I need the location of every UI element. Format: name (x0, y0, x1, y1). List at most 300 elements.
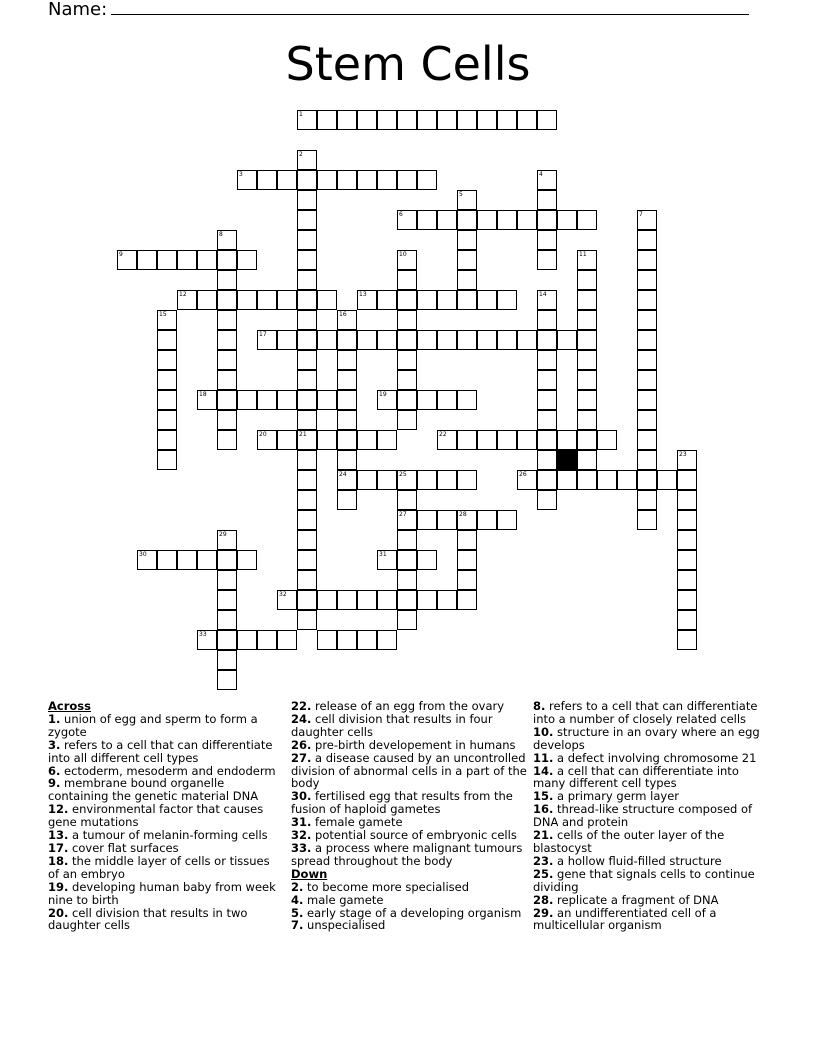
crossword-cell[interactable] (317, 590, 337, 610)
crossword-cell[interactable] (537, 470, 557, 490)
crossword-cell[interactable] (297, 510, 317, 530)
crossword-cell[interactable] (477, 290, 497, 310)
crossword-cell[interactable] (537, 290, 557, 310)
crossword-cell[interactable] (337, 410, 357, 430)
crossword-cell[interactable] (677, 470, 697, 490)
crossword-cell[interactable] (217, 310, 237, 330)
crossword-cell[interactable] (297, 470, 317, 490)
crossword-cell[interactable] (537, 390, 557, 410)
crossword-cell[interactable] (157, 550, 177, 570)
crossword-cell[interactable] (437, 210, 457, 230)
crossword-cell[interactable] (217, 570, 237, 590)
crossword-cell[interactable] (397, 250, 417, 270)
crossword-cell[interactable] (337, 590, 357, 610)
crossword-cell[interactable] (177, 290, 197, 310)
crossword-cell[interactable] (397, 570, 417, 590)
crossword-cell[interactable] (497, 110, 517, 130)
crossword-cell[interactable] (577, 290, 597, 310)
crossword-cell[interactable] (637, 270, 657, 290)
crossword-cell[interactable] (377, 630, 397, 650)
crossword-cell[interactable] (397, 610, 417, 630)
crossword-cell[interactable] (317, 330, 337, 350)
crossword-cell[interactable] (357, 590, 377, 610)
crossword-cell[interactable] (437, 470, 457, 490)
crossword-cell[interactable] (337, 630, 357, 650)
clue-item-text: the middle layer of cells or tissues of an embryo (48, 853, 270, 881)
crossword-cell[interactable] (477, 510, 497, 530)
crossword-cell[interactable] (157, 310, 177, 330)
clue-item-number: 22. (291, 699, 312, 713)
crossword-cell[interactable] (577, 310, 597, 330)
crossword-cell[interactable] (357, 170, 377, 190)
crossword-cell[interactable] (537, 410, 557, 430)
clue-number: 31 (379, 551, 387, 558)
crossword-cell[interactable] (297, 270, 317, 290)
crossword-cell[interactable] (457, 390, 477, 410)
crossword-cell[interactable] (397, 390, 417, 410)
clue-number: 23 (679, 451, 687, 458)
crossword-cell[interactable] (357, 330, 377, 350)
crossword-cell[interactable] (397, 330, 417, 350)
crossword-cell[interactable] (517, 470, 537, 490)
crossword-cell[interactable] (677, 630, 697, 650)
crossword-cell[interactable] (417, 390, 437, 410)
crossword-cell[interactable] (317, 170, 337, 190)
crossword-cell[interactable] (137, 550, 157, 570)
crossword-cell[interactable] (637, 390, 657, 410)
clue-item-text: cover flat surfaces (68, 840, 179, 855)
crossword-cell[interactable] (437, 290, 457, 310)
crossword-cell[interactable] (377, 170, 397, 190)
crossword-cell[interactable] (397, 370, 417, 390)
crossword-cell[interactable] (277, 330, 297, 350)
crossword-cell[interactable] (357, 630, 377, 650)
blocked-cell (557, 450, 577, 470)
crossword-cell[interactable] (297, 350, 317, 370)
crossword-cell[interactable] (617, 470, 637, 490)
clue-item-text: replicate a fragment of DNA (553, 892, 719, 907)
crossword-cell[interactable] (397, 590, 417, 610)
crossword-cell[interactable] (677, 490, 697, 510)
crossword-cell[interactable] (157, 370, 177, 390)
crossword-cell[interactable] (217, 530, 237, 550)
crossword-cell[interactable] (537, 250, 557, 270)
crossword-cell[interactable] (217, 290, 237, 310)
clue-number: 21 (299, 431, 307, 438)
crossword-cell[interactable] (457, 530, 477, 550)
crossword-cell[interactable] (297, 330, 317, 350)
clue-item (48, 739, 284, 765)
crossword-cell[interactable] (577, 270, 597, 290)
crossword-cell[interactable] (517, 330, 537, 350)
crossword-cell[interactable] (417, 110, 437, 130)
crossword-cell[interactable] (397, 410, 417, 430)
crossword-cell[interactable] (577, 410, 597, 430)
crossword-cell[interactable] (357, 110, 377, 130)
crossword-cell[interactable] (397, 510, 417, 530)
crossword-cell[interactable] (397, 490, 417, 510)
crossword-cell[interactable] (457, 570, 477, 590)
clue-number: 7 (639, 211, 643, 218)
clue-item-number: 30. (291, 789, 312, 804)
crossword-cell[interactable] (457, 290, 477, 310)
crossword-cell[interactable] (677, 450, 697, 470)
crossword-cell[interactable] (637, 430, 657, 450)
crossword-cell[interactable] (497, 510, 517, 530)
crossword-cell[interactable] (457, 190, 477, 210)
crossword-cell[interactable] (297, 410, 317, 430)
crossword-cell[interactable] (217, 630, 237, 650)
crossword-cell[interactable] (337, 330, 357, 350)
crossword-cell[interactable] (677, 570, 697, 590)
crossword-cell[interactable] (537, 430, 557, 450)
crossword-cell[interactable] (577, 250, 597, 270)
crossword-cell[interactable] (457, 430, 477, 450)
crossword-cell[interactable] (257, 630, 277, 650)
crossword-cell[interactable] (337, 430, 357, 450)
crossword-cell[interactable] (297, 190, 317, 210)
crossword-cell[interactable] (297, 170, 317, 190)
crossword-cell[interactable] (457, 230, 477, 250)
crossword-cell[interactable] (357, 430, 377, 450)
crossword-cell[interactable] (537, 450, 557, 470)
crossword-cell[interactable] (597, 470, 617, 490)
crossword-cell[interactable] (637, 290, 657, 310)
crossword-cell[interactable] (457, 210, 477, 230)
clue-item-number: 19. (48, 879, 69, 894)
clue-number: 6 (399, 211, 403, 218)
clue-item-text: unspecialised (303, 918, 386, 933)
crossword-cell[interactable] (417, 550, 437, 570)
crossword-cell[interactable] (277, 290, 297, 310)
clue-number: 2 (299, 151, 303, 158)
crossword-cell[interactable] (337, 350, 357, 370)
clue-number: 33 (199, 631, 207, 638)
crossword-cell[interactable] (257, 290, 277, 310)
clue-item (291, 713, 527, 739)
crossword-cell[interactable] (457, 250, 477, 270)
crossword-cell[interactable] (377, 470, 397, 490)
crossword-cell[interactable] (297, 150, 317, 170)
crossword-cell[interactable] (397, 210, 417, 230)
crossword-cell[interactable] (577, 350, 597, 370)
crossword-cell[interactable] (217, 670, 237, 690)
crossword-cell[interactable] (177, 550, 197, 570)
crossword-cell[interactable] (537, 310, 557, 330)
crossword-cell[interactable] (597, 430, 617, 450)
clue-item-text: gene that signals cells to continue dividing (533, 866, 755, 894)
crossword-cell[interactable] (677, 530, 697, 550)
crossword-cell[interactable] (397, 290, 417, 310)
crossword-cell[interactable] (417, 330, 437, 350)
crossword-cell[interactable] (157, 330, 177, 350)
crossword-cell[interactable] (297, 570, 317, 590)
crossword-cell[interactable] (157, 390, 177, 410)
crossword-cell[interactable] (277, 590, 297, 610)
crossword-cell[interactable] (257, 330, 277, 350)
crossword-cell[interactable] (297, 450, 317, 470)
crossword-cell[interactable] (217, 350, 237, 370)
crossword-cell[interactable] (537, 370, 557, 390)
crossword-cell[interactable] (577, 450, 597, 470)
crossword-cell[interactable] (677, 610, 697, 630)
crossword-cell[interactable] (537, 190, 557, 210)
crossword-cell[interactable] (397, 350, 417, 370)
clue-number: 20 (259, 431, 267, 438)
crossword-cell[interactable] (297, 430, 317, 450)
crossword-cell[interactable] (557, 430, 577, 450)
crossword-cell[interactable] (357, 470, 377, 490)
crossword-cell[interactable] (377, 290, 397, 310)
clue-number: 28 (459, 511, 467, 518)
crossword-cell[interactable] (577, 330, 597, 350)
crossword-cell[interactable] (337, 370, 357, 390)
clue-item-number: 28. (533, 892, 554, 907)
crossword-cell[interactable] (577, 390, 597, 410)
crossword-cell[interactable] (377, 430, 397, 450)
crossword-cell[interactable] (337, 490, 357, 510)
crossword-cell[interactable] (417, 290, 437, 310)
crossword-cell[interactable] (517, 430, 537, 450)
crossword-cell[interactable] (537, 110, 557, 130)
crossword-cell[interactable] (417, 470, 437, 490)
crossword-cell[interactable] (577, 470, 597, 490)
crossword-cell[interactable] (317, 630, 337, 650)
crossword-cell[interactable] (537, 210, 557, 230)
crossword-cell[interactable] (197, 630, 217, 650)
crossword-cell[interactable] (577, 210, 597, 230)
crossword-cell[interactable] (257, 390, 277, 410)
clue-item (48, 777, 284, 803)
crossword-cell[interactable] (157, 350, 177, 370)
crossword-cell[interactable] (237, 390, 257, 410)
crossword-cell[interactable] (457, 470, 477, 490)
crossword-cell[interactable] (377, 110, 397, 130)
crossword-cell[interactable] (237, 250, 257, 270)
crossword-cell[interactable] (297, 230, 317, 250)
crossword-cell[interactable] (477, 110, 497, 130)
crossword-cell[interactable] (277, 170, 297, 190)
clue-number: 5 (459, 191, 463, 198)
crossword-cell[interactable] (397, 530, 417, 550)
crossword-cell[interactable] (397, 170, 417, 190)
crossword-cell[interactable] (237, 630, 257, 650)
crossword-cell[interactable] (537, 230, 557, 250)
crossword-cell[interactable] (297, 290, 317, 310)
crossword-cell[interactable] (537, 170, 557, 190)
crossword-cell[interactable] (497, 430, 517, 450)
clue-item-text: membrane bound organelle containing the genetic material DNA (48, 776, 259, 804)
crossword-cell[interactable] (477, 210, 497, 230)
crossword-cell[interactable] (437, 590, 457, 610)
crossword-cell[interactable] (197, 250, 217, 270)
crossword-cell[interactable] (637, 310, 657, 330)
crossword-cell[interactable] (437, 510, 457, 530)
clue-section-heading: Across (48, 699, 91, 713)
crossword-cell[interactable] (437, 390, 457, 410)
clue-item-number: 23. (533, 853, 554, 868)
crossword-cell[interactable] (397, 270, 417, 290)
crossword-cell[interactable] (397, 110, 417, 130)
crossword-cell[interactable] (637, 450, 657, 470)
crossword-cell[interactable] (637, 230, 657, 250)
crossword-cell[interactable] (157, 430, 177, 450)
crossword-cell[interactable] (517, 210, 537, 230)
crossword-cell[interactable] (217, 330, 237, 350)
clue-item (533, 868, 769, 894)
crossword-cell[interactable] (417, 590, 437, 610)
crossword-cell[interactable] (297, 610, 317, 630)
crossword-cell[interactable] (457, 550, 477, 570)
crossword-cell[interactable] (157, 450, 177, 470)
crossword-cell[interactable] (317, 110, 337, 130)
clue-item-number: 8. (533, 699, 546, 713)
crossword-cell[interactable] (217, 250, 237, 270)
crossword-cell[interactable] (377, 330, 397, 350)
crossword-cell[interactable] (297, 530, 317, 550)
crossword-cell[interactable] (497, 330, 517, 350)
crossword-cell[interactable] (397, 470, 417, 490)
crossword-cell[interactable] (437, 110, 457, 130)
crossword-cell[interactable] (637, 510, 657, 530)
crossword-cell[interactable] (297, 490, 317, 510)
crossword-cell[interactable] (337, 470, 357, 490)
crossword-cell[interactable] (397, 550, 417, 570)
crossword-cell[interactable] (177, 250, 197, 270)
crossword-cell[interactable] (297, 550, 317, 570)
crossword-cell[interactable] (237, 290, 257, 310)
crossword-cell[interactable] (257, 170, 277, 190)
crossword-cell[interactable] (237, 550, 257, 570)
crossword-cell[interactable] (277, 630, 297, 650)
clue-number: 13 (359, 291, 367, 298)
crossword-cell[interactable] (277, 430, 297, 450)
crossword-cell[interactable] (117, 250, 137, 270)
crossword-cell[interactable] (157, 410, 177, 430)
crossword-cell[interactable] (557, 210, 577, 230)
clue-item (291, 790, 527, 816)
clue-item-text: a defect involving chromosome 21 (553, 750, 757, 765)
crossword-cell[interactable] (317, 390, 337, 410)
crossword-cell[interactable] (577, 370, 597, 390)
crossword-cell[interactable] (217, 410, 237, 430)
crossword-cell[interactable] (477, 430, 497, 450)
crossword-cell[interactable] (497, 290, 517, 310)
crossword-cell[interactable] (437, 430, 457, 450)
crossword-cell[interactable] (217, 550, 237, 570)
crossword-cell[interactable] (217, 390, 237, 410)
crossword-cell[interactable] (377, 390, 397, 410)
crossword-cell[interactable] (537, 330, 557, 350)
crossword-cell[interactable] (197, 290, 217, 310)
clue-number: 3 (239, 171, 243, 178)
crossword-cell[interactable] (637, 470, 657, 490)
crossword-cell[interactable] (557, 330, 577, 350)
crossword-cell[interactable] (277, 390, 297, 410)
crossword-cell[interactable] (417, 210, 437, 230)
crossword-cell[interactable] (457, 590, 477, 610)
crossword-cell[interactable] (457, 330, 477, 350)
crossword-cell[interactable] (637, 370, 657, 390)
crossword-cell[interactable] (637, 250, 657, 270)
crossword-cell[interactable] (337, 390, 357, 410)
clue-item-number: 18. (48, 853, 69, 868)
crossword-cell[interactable] (317, 430, 337, 450)
crossword-cell[interactable] (457, 110, 477, 130)
crossword-cell[interactable] (637, 330, 657, 350)
crossword-cell[interactable] (377, 550, 397, 570)
crossword-cell[interactable] (417, 170, 437, 190)
crossword-cell[interactable] (677, 590, 697, 610)
crossword-cell[interactable] (637, 350, 657, 370)
crossword-cell[interactable] (397, 310, 417, 330)
crossword-cell[interactable] (677, 550, 697, 570)
crossword-cell[interactable] (637, 410, 657, 430)
crossword-cell[interactable] (237, 170, 257, 190)
crossword-cell[interactable] (297, 250, 317, 270)
crossword-cell[interactable] (217, 430, 237, 450)
crossword-cell[interactable] (677, 510, 697, 530)
crossword-cell[interactable] (417, 510, 437, 530)
crossword-cell[interactable] (457, 510, 477, 530)
crossword-cell[interactable] (217, 370, 237, 390)
crossword-cell[interactable] (297, 590, 317, 610)
crossword-cell[interactable] (297, 110, 317, 130)
clue-number: 22 (439, 431, 447, 438)
crossword-cell[interactable] (637, 210, 657, 230)
crossword-cell[interactable] (437, 330, 457, 350)
crossword-cell[interactable] (337, 450, 357, 470)
crossword-cell[interactable] (517, 110, 537, 130)
crossword-cell[interactable] (337, 310, 357, 330)
crossword-cell[interactable] (457, 270, 477, 290)
crossword-cell[interactable] (577, 430, 597, 450)
crossword-cell[interactable] (337, 170, 357, 190)
crossword-cell[interactable] (477, 330, 497, 350)
clue-item-text: a hollow fluid-filled structure (553, 853, 722, 868)
crossword-cell[interactable] (217, 610, 237, 630)
crossword-cell[interactable] (297, 390, 317, 410)
crossword-cell[interactable] (217, 270, 237, 290)
crossword-cell[interactable] (137, 250, 157, 270)
crossword-cell[interactable] (537, 350, 557, 370)
crossword-cell[interactable] (297, 370, 317, 390)
crossword-cell[interactable] (357, 290, 377, 310)
crossword-cell[interactable] (637, 490, 657, 510)
crossword-cell[interactable] (337, 110, 357, 130)
crossword-cell[interactable] (537, 490, 557, 510)
crossword-cell[interactable] (377, 590, 397, 610)
crossword-cell[interactable] (157, 250, 177, 270)
crossword-cell[interactable] (197, 550, 217, 570)
clue-item (48, 881, 284, 907)
crossword-cell[interactable] (297, 210, 317, 230)
crossword-cell[interactable] (217, 590, 237, 610)
crossword-cell[interactable] (557, 470, 577, 490)
crossword-cell[interactable] (257, 430, 277, 450)
clue-number: 16 (339, 311, 347, 318)
crossword-cell[interactable] (317, 290, 337, 310)
crossword-cell[interactable] (297, 310, 317, 330)
crossword-cell[interactable] (197, 390, 217, 410)
crossword-cell[interactable] (217, 230, 237, 250)
crossword-cell[interactable] (497, 210, 517, 230)
name-label: Name: (48, 0, 108, 20)
clue-item-number: 29. (533, 905, 554, 920)
crossword-cell[interactable] (657, 470, 677, 490)
crossword-cell[interactable] (217, 650, 237, 670)
clue-column-3 (533, 700, 769, 932)
